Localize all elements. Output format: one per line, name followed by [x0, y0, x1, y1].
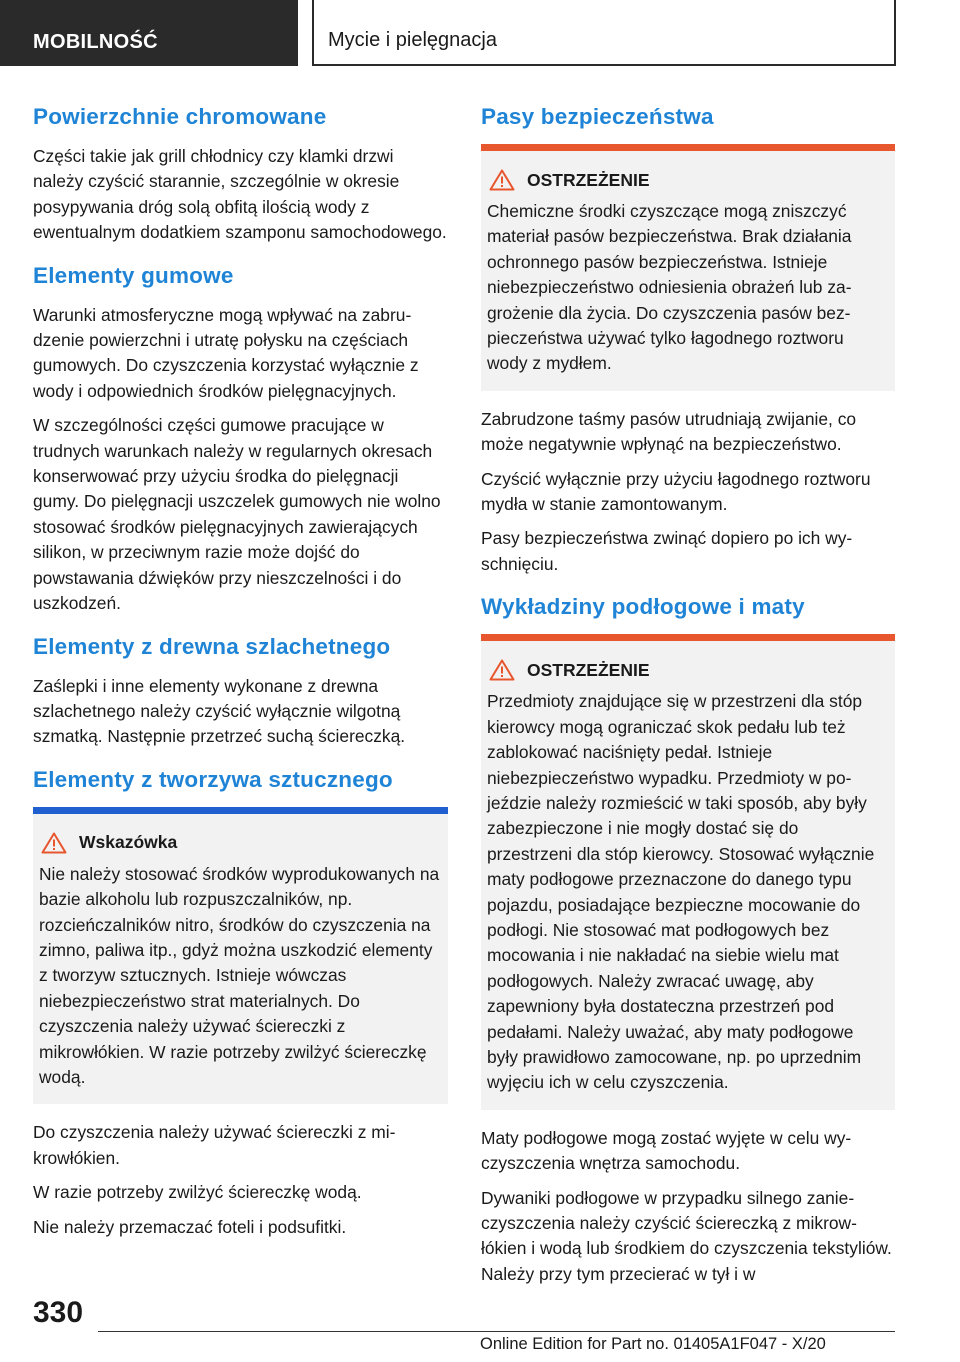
section-belts — [481, 100, 895, 577]
warning-title: OSTRZEŻENIE — [527, 169, 650, 190]
section-rubber — [33, 259, 448, 617]
edition-info: Online Edition for Part no. 01405A1F047 - X/20 — [480, 1335, 826, 1353]
warning-triangle-icon — [489, 659, 515, 681]
footer-divider — [98, 1331, 895, 1332]
left-column — [33, 100, 448, 1253]
section-label: MOBILNOŚĆ — [0, 0, 298, 66]
note-text: Nie należy stosować środków wyprodukowanych na bazie alkoholu lub rozpuszczalników, np. rozcieńczalników nitro, środków do czyszczenia na zimno, paliwa itp., gdyż można uszkodzić elementy z tworzyw sztucznych. Istnieje wówczas niebezpieczeństwo strat materialnych. Do czyszczenia należy używać ściereczki z mikrowłókien. W razie potrzeby zwilżyć ściereczkę wodą. — [39, 863, 440, 1087]
warning-text: Przedmioty znajdujące się w przestrzeni dla stóp kierowcy mogą ograniczać skok pedału lub też zablokować naciśnięty pedał. Istnieje niebezpieczeństwo wypadku. Przedmioty w pojeździe należy rozmieścić w taki sposób, aby były zabezpieczone i nie mogły dostać się do przestrzeni dla stóp kierowcy. Stosować wyłącznie maty podłogowe przeznaczone do danego typu pojazdu, posiadające bezpieczne mocowanie do podłogi. Nie stosować mat podłogowych bez mocowania i nie nakładać na siebie wielu mat podłogowych. Należy zwracać uwagę, aby zapewniony była dostateczna przestrzeń pod pedałami. Należy uważać, aby maty podłogowe były prawidłowo zamocowane, np. po uprzednim wyjęciu ich w celu czyszczenia. — [487, 691, 875, 1093]
section-plastic — [33, 763, 448, 1240]
warning-title: OSTRZEŻENIE — [527, 659, 650, 680]
warning-text: Chemiczne środki czyszczące mogą zniszczyć materiał pasów bezpieczeństwa. Brak działania ochronnego pasów bezpieczeństwa. Istnieje niebezpieczeństwo odniesienia obrażeń lub zagrożenie dla życia. Do czyszczenia pasów bezpieczeństwa używać tylko łagodnego roztworu wody z mydłem. — [487, 201, 852, 374]
paragraph: Zabrudzone taśmy pasów utrudniają zwijanie, co może negatywnie wpłynąć na bezpieczeństwo. — [481, 408, 857, 455]
paragraph: Do czyszczenia należy używać ściereczki z mikrowłókien. — [33, 1122, 396, 1168]
paragraph: Nie należy przemaczać foteli i podsufitki. — [33, 1216, 347, 1237]
note-box — [33, 807, 448, 1105]
warning-box — [481, 144, 895, 391]
chapter-title: Mycie i pielęgnacja — [312, 0, 896, 66]
paragraph: Dywaniki podłogowe w przypadku silnego zanieczyszczenia należy czyścić ściereczką z mikrowłókien i wodą lub środkiem do czyszczenia tekstyliów. Należy przy tym przecierać w tył i w — [481, 1187, 892, 1284]
section-chrome — [33, 100, 448, 246]
warning-box — [481, 634, 895, 1110]
heading-mats: Wykładziny podłogowe i maty — [481, 594, 805, 620]
page-number: 330 — [33, 1296, 84, 1329]
warning-triangle-icon — [41, 832, 67, 854]
section-mats — [481, 590, 895, 1287]
warning-header — [487, 659, 887, 681]
paragraph: Części takie jak grill chłodnicy czy klamki drzwi należy czyścić starannie, szczególnie w okresie posypywania dróg solą obfitą ilością wody z ewentualnym dodatkiem szamponu samochodowego. — [33, 146, 447, 243]
heading-chrome: Powierzchnie chromowane — [33, 104, 327, 129]
paragraph: Warunki atmosferyczne mogą wpływać na zabrudzenie powierzchni i utratę połysku na częściach gumowych. Do czyszczenia korzystać wyłącznie z wody i odpowiednich środków pielęgnacyjnych. — [33, 304, 419, 401]
warning-header — [487, 169, 887, 191]
paragraph: Maty podłogowe mogą zostać wyjęte w celu wyczyszczenia wnętrza samochodu. — [481, 1127, 852, 1174]
paragraph: Czyścić wyłącznie przy użyciu łagodnego roztworu mydła w stanie zamontowanym. — [481, 468, 871, 515]
page-header — [0, 0, 960, 66]
note-header — [39, 832, 440, 854]
heading-wood: Elementy z drewna szlachetnego — [33, 633, 391, 659]
paragraph: Pasy bezpieczeństwa zwinąć dopiero po ich wyschnięciu. — [481, 528, 853, 574]
heading-plastic: Elementy z tworzywa sztucznego — [33, 766, 393, 792]
paragraph: W razie potrzeby zwilżyć ściereczkę wodą. — [33, 1182, 362, 1203]
warning-triangle-icon — [489, 169, 515, 191]
heading-rubber: Elementy gumowe — [33, 262, 234, 288]
paragraph: W szczególności części gumowe pracujące w trudnych warunkach należy w regularnych okresach konserwować przy użyciu środka do pielęgnacji gumy. Do pielęgnacji uszczelek gumowych nie wolno stosować środków pielęgnacyjnych zawierających silikon, w przeciwnym razie może dojść do powstawania dźwięków przy nieszczelności i do uszkodzeń. — [33, 415, 441, 614]
note-title: Wskazówka — [79, 832, 178, 853]
section-wood — [33, 630, 448, 750]
paragraph: Zaślepki i inne elementy wykonane z drewna szlachetnego należy czyścić wyłącznie wilgotną szmatką. Następnie przetrzeć suchą ściereczką. — [33, 675, 406, 747]
heading-belts: Pasy bezpieczeństwa — [481, 104, 714, 129]
right-column — [481, 100, 895, 1300]
